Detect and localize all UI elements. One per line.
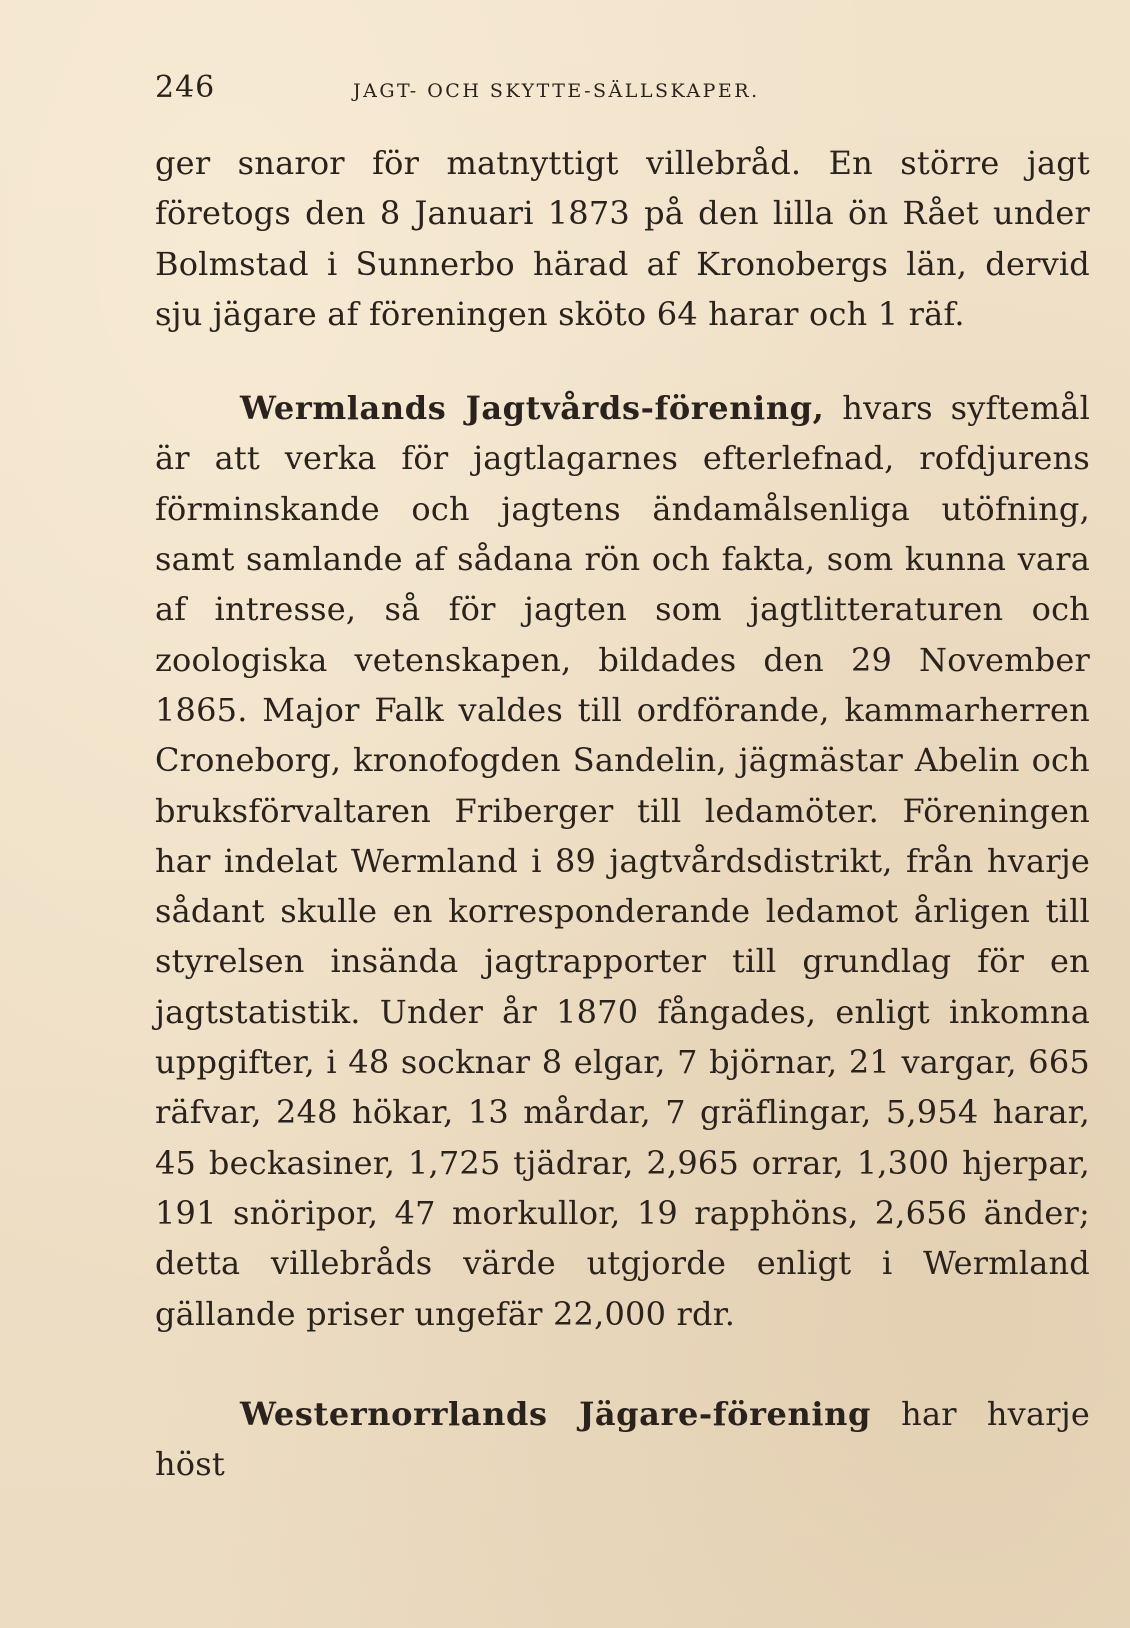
paragraph-text: ger snaror för matnyttigt villebråd. En större jagt företogs den 8 Januari 1873 på den lilla ön Rået under Bolmstad i Sunnerbo härad af Kronobergs län, dervid sju jägare af föreningen sköto 64 harar och 1 räf.	[155, 144, 1090, 333]
paragraph-gap	[155, 1339, 1090, 1389]
paragraph-continuation	[155, 138, 1090, 339]
page-number: 246	[155, 70, 216, 105]
society-name: Wermlands Jagtvårds-förening,	[240, 389, 825, 428]
running-title: JAGT- OCH SKYTTE-SÄLLSKAPER.	[353, 80, 760, 102]
running-head	[155, 70, 1090, 114]
society-name: Westernorrlands Jägare-förening	[240, 1394, 871, 1433]
paragraph-gap	[155, 339, 1090, 383]
paragraph-wermlands	[155, 383, 1090, 1339]
book-page	[155, 70, 1090, 1489]
paragraph-text: har hvarje höst	[155, 1394, 1090, 1484]
paragraph-text: hvars syftemål är att verka för jagtlagarnes efterlefnad, rofdjurens förminskande och jagtens ändamålsenliga utöfning, samt samlande af sådana rön och fakta, som kunna vara af intresse, så för jagten som jagtlitteraturen och zoologiska vetenskapen, bildades den 29 November 1865. Major Falk valdes till ordförande, kammarherren Croneborg, kronofogden Sandelin, jägmästar Abelin och bruksförvaltaren Friberger till ledamöter. Föreningen har indelat Wermland i 89 jagtvårdsdistrikt, från hvarje sådant skulle en korresponderande ledamot årligen till styrelsen insända jagtrapporter till grundlag för en jagtstatistik. Under år 1870 fångades, enligt inkomna uppgifter, i 48 socknar 8 elgar, 7 björnar, 21 vargar, 665 räfvar, 248 hökar, 13 mårdar, 7 gräflingar, 5,954 harar, 45 beckasiner, 1,725 tjädrar, 2,965 orrar, 1,300 hjerpar, 191 snöripor, 47 morkullor, 19 rapphöns, 2,656 änder; detta villebråds värde utgjorde enligt i Wermland gällande priser ungefär 22,000 rdr.	[155, 389, 1090, 1333]
paragraph-westernorrlands	[155, 1389, 1090, 1490]
